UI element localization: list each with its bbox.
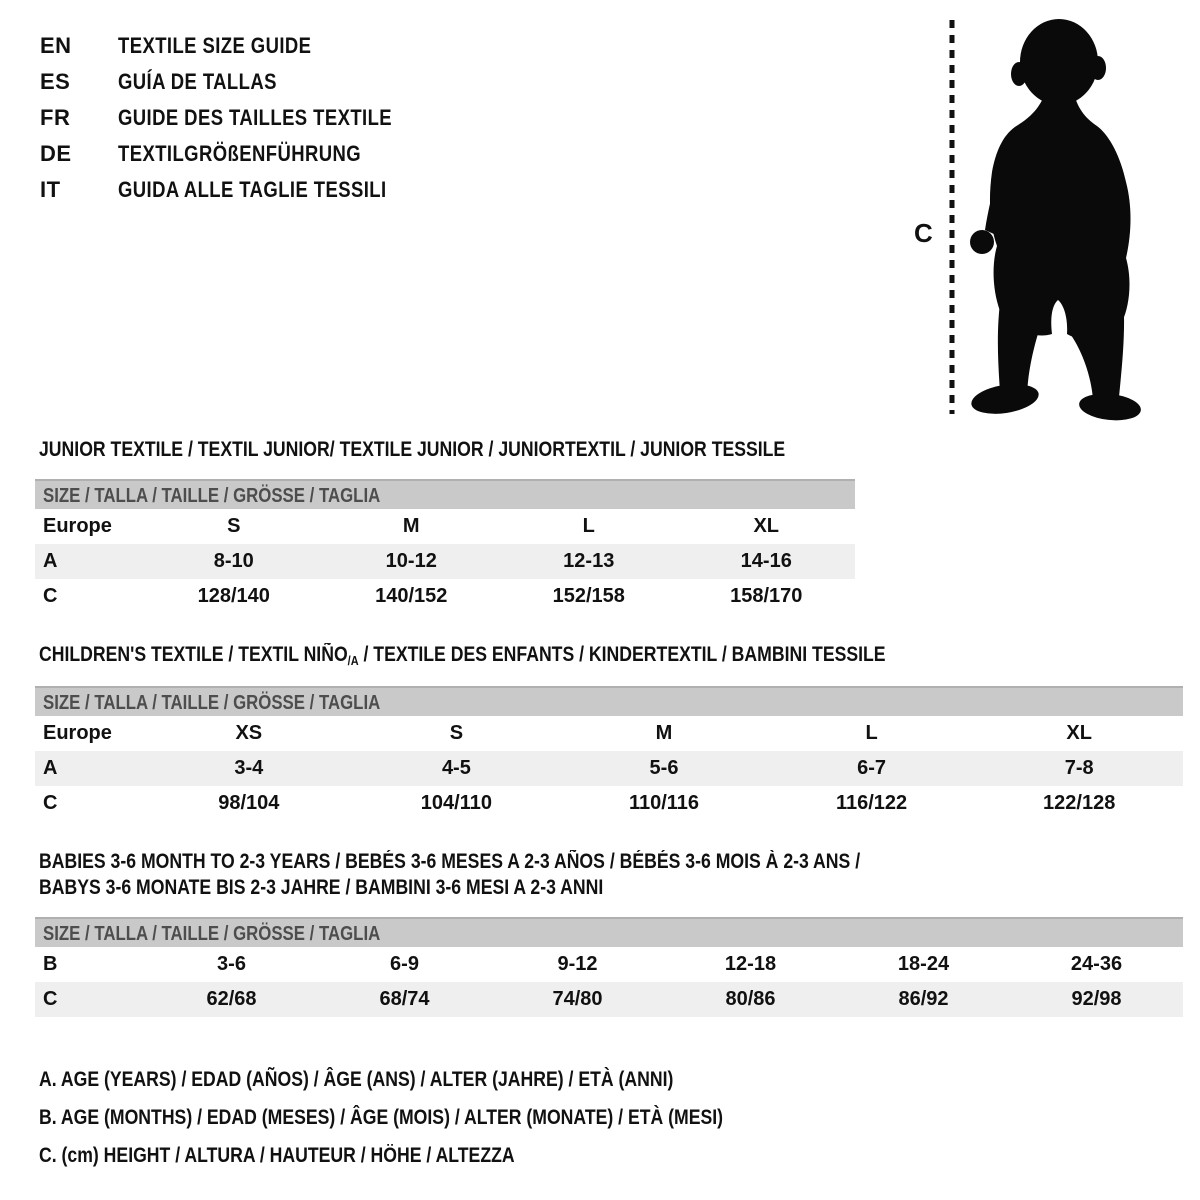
- title-segment: BABYS 3-6 MONATE BIS 2-3 JAHRE / BAMBINI 3-6 MESI A 2-3 ANNI: [39, 876, 604, 899]
- row-label: C: [43, 988, 58, 1010]
- table-cell: 8-10: [213, 550, 254, 572]
- size-header-label: SIZE / TALLA / TAILLE / GRÖSSE / TAGLIA: [43, 923, 381, 945]
- section-title-text: [39, 849, 860, 875]
- table-row-a: [35, 751, 1183, 786]
- table-row-europe: [35, 716, 1183, 751]
- table-cell: 152/158: [552, 585, 625, 607]
- section-title-text: [39, 875, 603, 901]
- section-title-text: [39, 642, 886, 670]
- table-cell: 4-5: [441, 757, 471, 779]
- measurement-legend: [39, 1061, 1183, 1175]
- table-cell: L: [582, 515, 595, 537]
- row-label: A: [43, 550, 58, 572]
- table-cell: 140/152: [375, 585, 448, 607]
- table-row-a: [35, 544, 855, 579]
- language-title: TEXTILGRÖßENFÜHRUNG: [118, 141, 362, 166]
- table-row-c: [35, 982, 1183, 1017]
- table-cell: 6-9: [390, 953, 419, 975]
- table-cell: XL: [1066, 722, 1092, 744]
- language-code: DE: [40, 141, 72, 166]
- table-cell: M: [402, 515, 420, 537]
- children-table-rows: [35, 716, 1183, 821]
- row-label: C: [43, 792, 58, 814]
- legend-text-a: A. AGE (YEARS) / EDAD (AÑOS) / ÂGE (ANS) / ALTER (JAHRE) / ETÀ (ANNI): [39, 1068, 674, 1091]
- table-cell: 18-24: [897, 953, 950, 975]
- table-cell: 7-8: [1064, 757, 1094, 779]
- language-title: TEXTILE SIZE GUIDE: [118, 33, 312, 58]
- title-segment: / TEXTILE DES ENFANTS / KINDERTEXTIL / BAMBINI TESSILE: [358, 643, 886, 666]
- table-cell: 98/104: [218, 792, 280, 814]
- table-cell: M: [655, 722, 673, 744]
- table-cell: 24-36: [1070, 953, 1123, 975]
- legend-text-b: B. AGE (MONTHS) / EDAD (MESES) / ÂGE (MOIS) / ALTER (MONATE) / ETÀ (MESI): [39, 1106, 724, 1129]
- table-cell: 5-6: [649, 757, 679, 779]
- table-cell: 14-16: [740, 550, 792, 572]
- section-title-line: [39, 875, 1183, 901]
- table-cell: 9-12: [557, 953, 598, 975]
- table-cell: 3-4: [234, 757, 264, 779]
- babies-size-header-bar: [35, 917, 1183, 947]
- junior-size-header-bar: [35, 479, 855, 509]
- table-cell: 74/80: [552, 988, 603, 1010]
- size-header-label: SIZE / TALLA / TAILLE / GRÖSSE / TAGLIA: [43, 692, 381, 714]
- language-code: ES: [40, 69, 71, 94]
- table-row-europe: [35, 509, 855, 544]
- size-guide-content: [35, 0, 1183, 1175]
- table-cell: 110/116: [628, 792, 700, 814]
- table-cell: 10-12: [385, 550, 437, 572]
- language-title: GUÍA DE TALLAS: [118, 69, 277, 94]
- table-cell: XL: [753, 515, 780, 537]
- babies-section-title: [39, 849, 1183, 901]
- table-cell: 12-13: [563, 550, 615, 572]
- table-cell: 104/110: [420, 792, 492, 814]
- table-row-c: [35, 579, 855, 614]
- language-code: FR: [40, 105, 71, 130]
- children-size-header-bar: [35, 686, 1183, 716]
- table-cell: 122/128: [1043, 792, 1116, 814]
- section-title-line: [39, 849, 1183, 875]
- title-segment: BABIES 3-6 MONTH TO 2-3 YEARS / BEBÉS 3-6 MESES A 2-3 AÑOS / BÉBÉS 3-6 MOIS À 2-3 ANS /: [39, 850, 861, 873]
- table-cell: 158/170: [730, 585, 803, 607]
- table-cell: 68/74: [379, 988, 430, 1010]
- junior-table-rows: [35, 509, 1183, 614]
- table-cell: 6-7: [857, 757, 887, 779]
- table-cell: 80/86: [725, 988, 776, 1010]
- table-cell: S: [227, 515, 241, 537]
- language-code: EN: [40, 33, 72, 58]
- table-cell: 116/122: [835, 792, 908, 814]
- title-segment: JUNIOR TEXTILE / TEXTIL JUNIOR/ TEXTILE JUNIOR / JUNIORTEXTIL / JUNIOR TESSILE: [39, 438, 786, 461]
- section-title-line: [39, 642, 1183, 670]
- junior-textile-section: [35, 437, 1183, 614]
- section-title-text: [39, 437, 785, 463]
- legend-line-a: [39, 1061, 1183, 1099]
- measure-label-c: C: [914, 218, 933, 248]
- row-label: A: [43, 757, 58, 779]
- row-label: Europe: [43, 515, 112, 537]
- table-cell: S: [449, 722, 464, 744]
- table-cell: 62/68: [206, 988, 257, 1010]
- row-label: Europe: [43, 722, 112, 744]
- size-header-label: SIZE / TALLA / TAILLE / GRÖSSE / TAGLIA: [43, 485, 381, 507]
- table-cell: L: [865, 722, 878, 744]
- language-title: GUIDE DES TAILLES TEXTILE: [118, 105, 393, 130]
- babies-textile-section: [35, 849, 1183, 1017]
- table-row-c: [35, 786, 1183, 821]
- babies-table-rows: [35, 947, 1183, 1017]
- table-cell: 3-6: [217, 953, 246, 975]
- table-cell: 86/92: [898, 988, 949, 1010]
- table-row-b: [35, 947, 1183, 982]
- legend-line-b: [39, 1099, 1183, 1137]
- table-cell: 12-18: [724, 953, 777, 975]
- language-code: IT: [40, 177, 61, 202]
- section-title-line: [39, 437, 1183, 463]
- children-textile-section: [35, 642, 1183, 821]
- legend-line-c: [39, 1137, 1183, 1175]
- language-title: GUIDA ALLE TAGLIE TESSILI: [118, 177, 387, 202]
- table-cell: 92/98: [1071, 988, 1122, 1010]
- children-section-title: [39, 642, 1183, 670]
- title-subscript: /A: [347, 653, 359, 668]
- table-cell: XS: [235, 722, 263, 744]
- row-label: B: [43, 953, 58, 975]
- title-segment: CHILDREN'S TEXTILE / TEXTIL NIÑO: [39, 643, 348, 666]
- junior-section-title: [39, 437, 1183, 463]
- table-cell: 128/140: [197, 585, 270, 607]
- legend-text-c: C. (cm) HEIGHT / ALTURA / HAUTEUR / HÖHE / ALTEZZA: [39, 1144, 515, 1167]
- row-label: C: [43, 585, 58, 607]
